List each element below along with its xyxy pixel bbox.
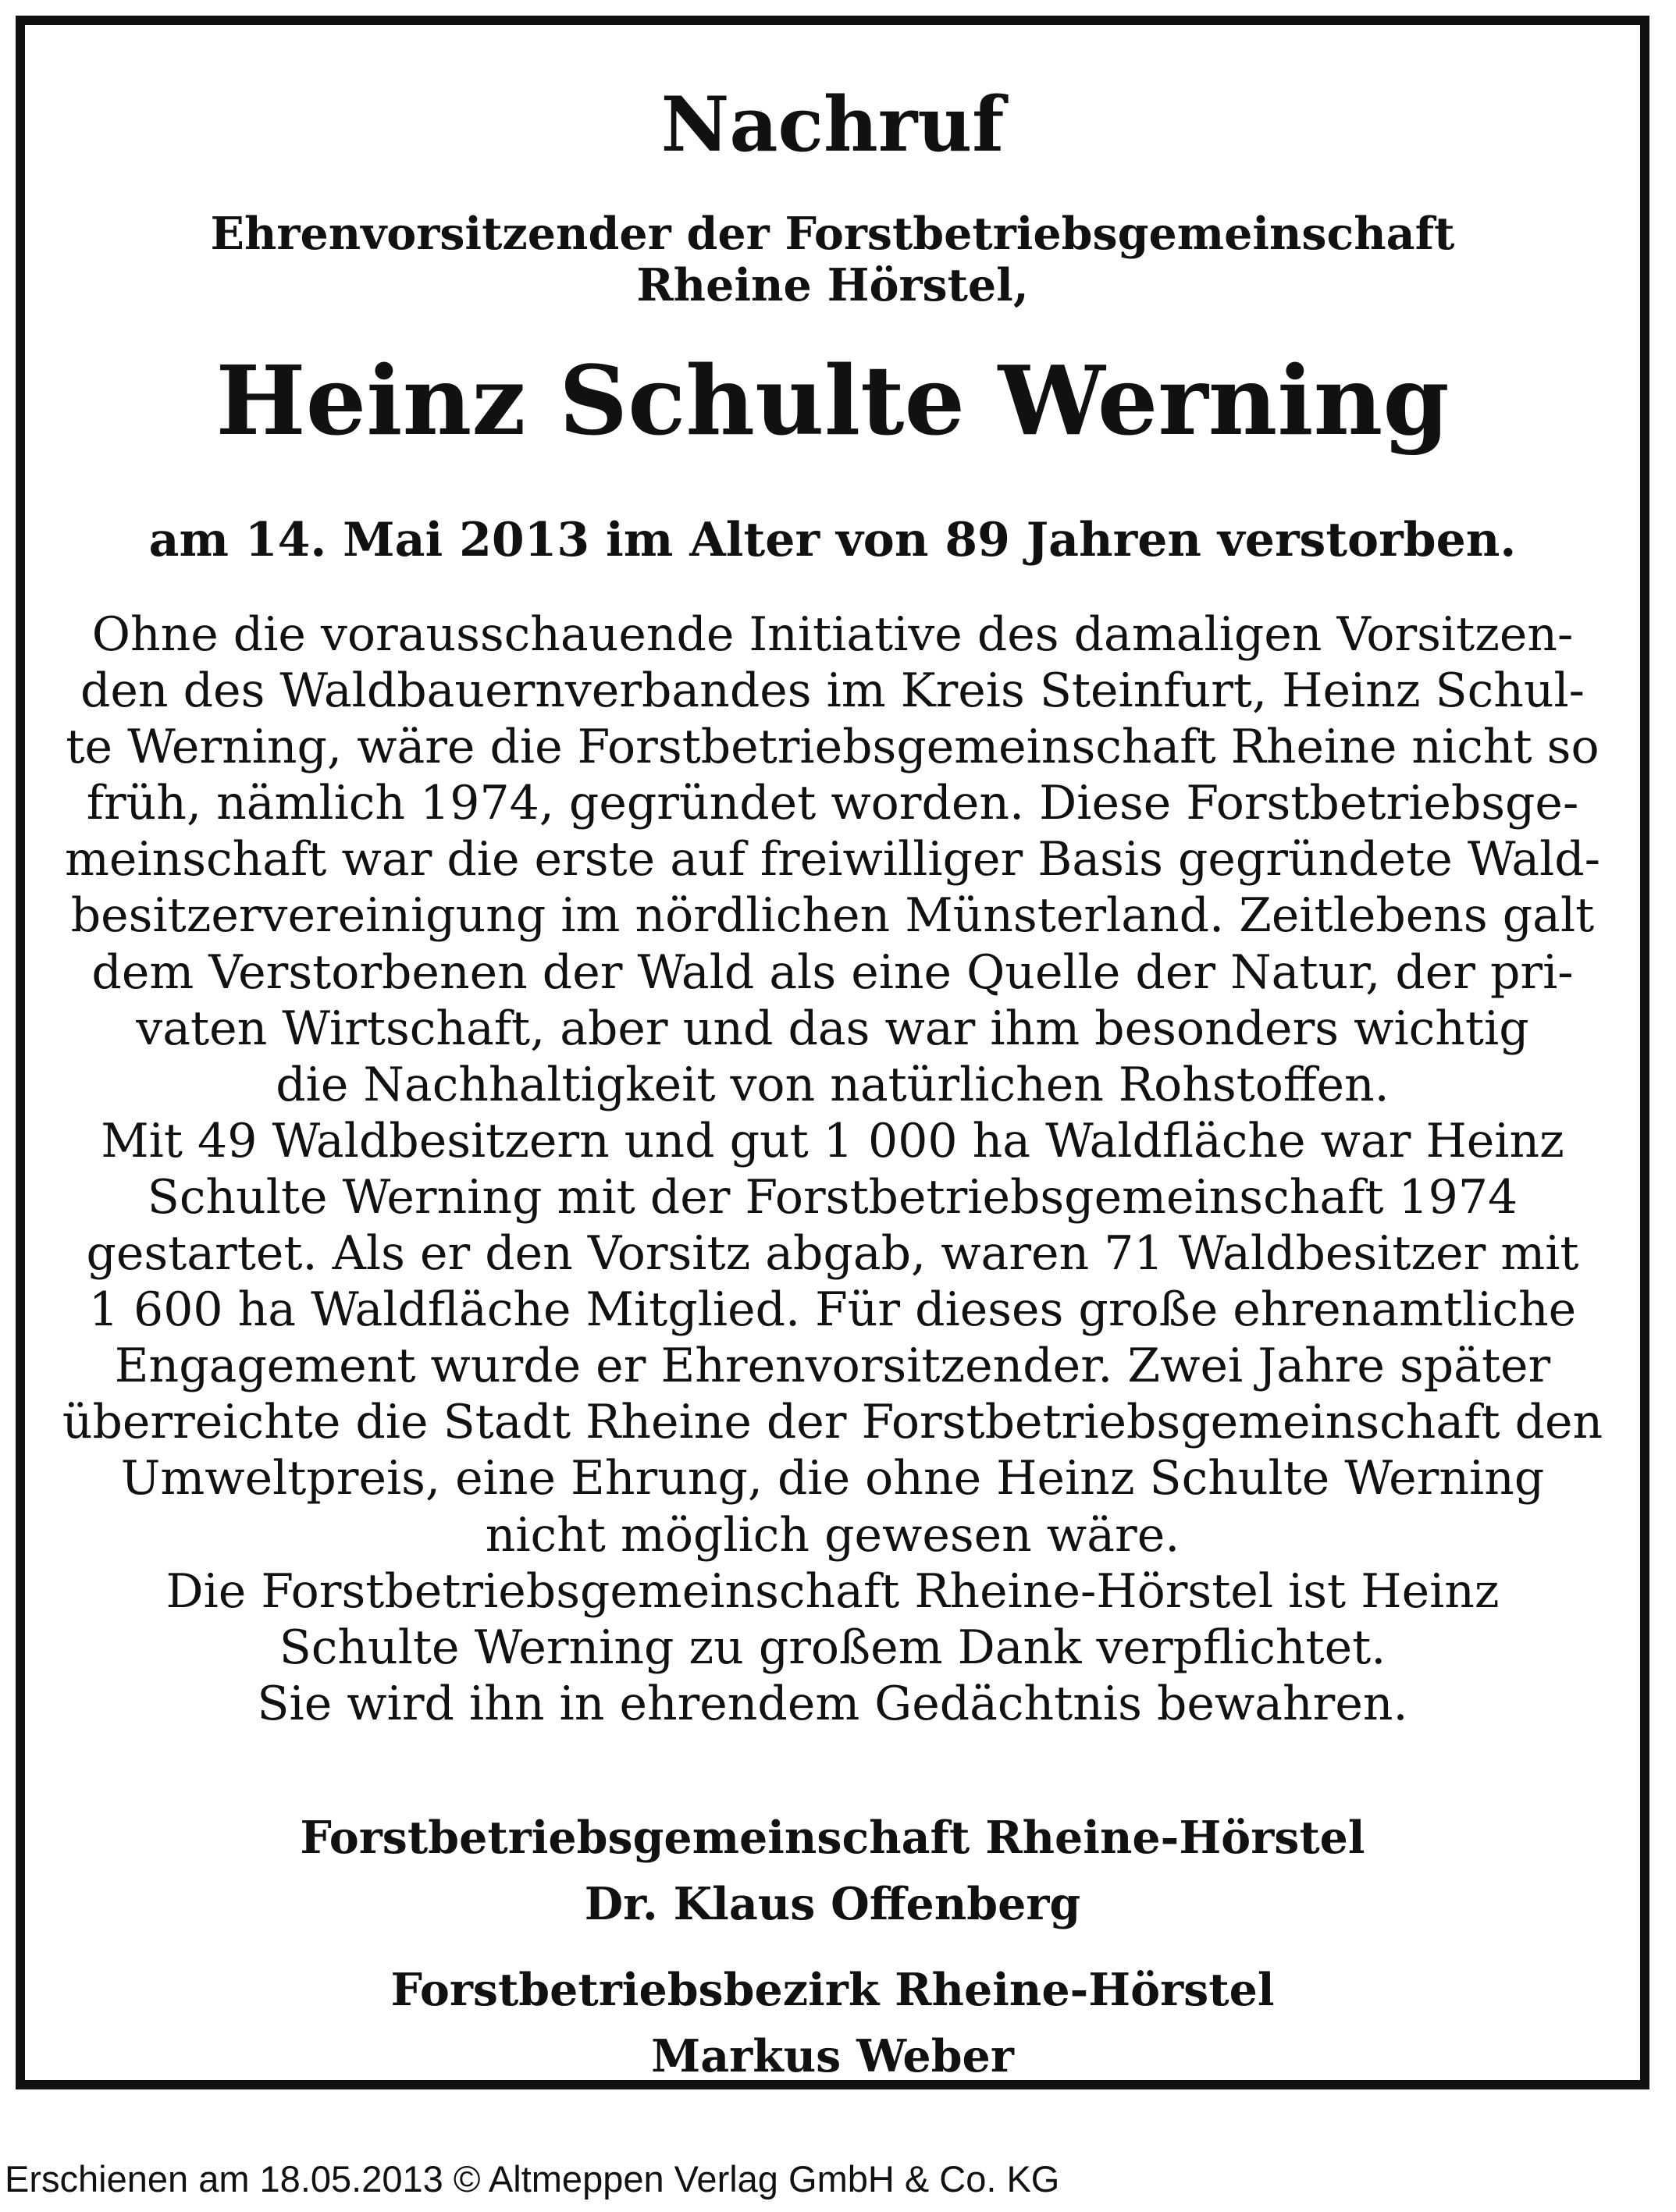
notice-body bbox=[25, 606, 1640, 1732]
subtitle-line: Ehrenvorsitzender der Forstbetriebsgemeinschaft bbox=[210, 208, 1455, 260]
body-line: Umweltpreis, eine Ehrung, die ohne Heinz Schulte Werning bbox=[120, 1451, 1545, 1506]
body-line: gestartet. Als er den Vorsitz abgab, waren 71 Waldbesitzer mit bbox=[86, 1226, 1579, 1282]
notice-subtitle bbox=[25, 208, 1640, 311]
signature-organization: Forstbetriebsgemeinschaft Rheine-Hörstel bbox=[300, 1812, 1365, 1864]
body-line: den des Waldbauernverbandes im Kreis Steinfurt, Heinz Schul- bbox=[80, 663, 1585, 719]
signature-block-association bbox=[25, 1805, 1640, 1937]
death-date-line: am 14. Mai 2013 im Alter von 89 Jahren verstorben. bbox=[148, 513, 1517, 567]
body-line: 1 600 ha Waldfläche Mitglied. Für dieses große ehrenamtliche bbox=[88, 1282, 1577, 1338]
body-line: früh, nämlich 1974, gegründet worden. Diese Forstbetriebsge- bbox=[86, 776, 1579, 831]
signature-organization: Forstbetriebsbezirk Rheine-Hörstel bbox=[390, 1964, 1275, 2016]
body-line: Ohne die vorausschauende Initiative des damaligen Vorsitzen- bbox=[91, 607, 1574, 662]
body-line: meinschaft war die erste auf freiwilliger Basis gegründete Wald- bbox=[65, 832, 1600, 887]
body-line: Engagement wurde er Ehrenvorsitzender. Zwei Jahre später bbox=[114, 1339, 1551, 1394]
signature-person: Markus Weber bbox=[651, 2030, 1014, 2082]
body-line: vaten Wirtschaft, aber und das war ihm besonders wichtig bbox=[136, 1001, 1529, 1056]
body-line: Die Forstbetriebsgemeinschaft Rheine-Hörstel ist Heinz bbox=[165, 1563, 1500, 1619]
subtitle-line: Rheine Hörstel, bbox=[636, 258, 1029, 311]
body-line: Mit 49 Waldbesitzern und gut 1 000 ha Waldfläche war Heinz bbox=[101, 1113, 1564, 1168]
body-line: te Werning, wäre die Forstbetriebsgemeinschaft Rheine nicht so bbox=[66, 720, 1599, 775]
body-line: nicht möglich gewesen wäre. bbox=[485, 1507, 1180, 1563]
body-line: Schulte Werning zu großem Dank verpflichtet. bbox=[279, 1620, 1386, 1675]
signature-person: Dr. Klaus Offenberg bbox=[584, 1878, 1081, 1930]
body-line: Sie wird ihn in ehrendem Gedächtnis bewahren. bbox=[257, 1676, 1408, 1731]
body-line: Schulte Werning mit der Forstbetriebsgemeinschaft 1974 bbox=[147, 1169, 1518, 1225]
body-line: die Nachhaltigkeit von natürlichen Rohstoffen. bbox=[276, 1057, 1390, 1112]
deceased-name: Heinz Schulte Werning bbox=[215, 344, 1450, 457]
body-line: überreichte die Stadt Rheine der Forstbetriebsgemeinschaft den bbox=[62, 1395, 1603, 1450]
body-line: besitzervereinigung im nördlichen Münsterland. Zeitlebens galt bbox=[70, 888, 1595, 944]
notice-frame bbox=[16, 16, 1649, 2089]
body-line: dem Verstorbenen der Wald als eine Quelle der Natur, der pri- bbox=[91, 944, 1574, 1000]
notice-heading: Nachruf bbox=[660, 80, 1005, 169]
publication-footer: Erschienen am 18.05.2013 © Altmeppen Verlag GmbH & Co. KG bbox=[5, 2158, 1060, 2200]
signature-block-district bbox=[25, 1957, 1640, 2089]
